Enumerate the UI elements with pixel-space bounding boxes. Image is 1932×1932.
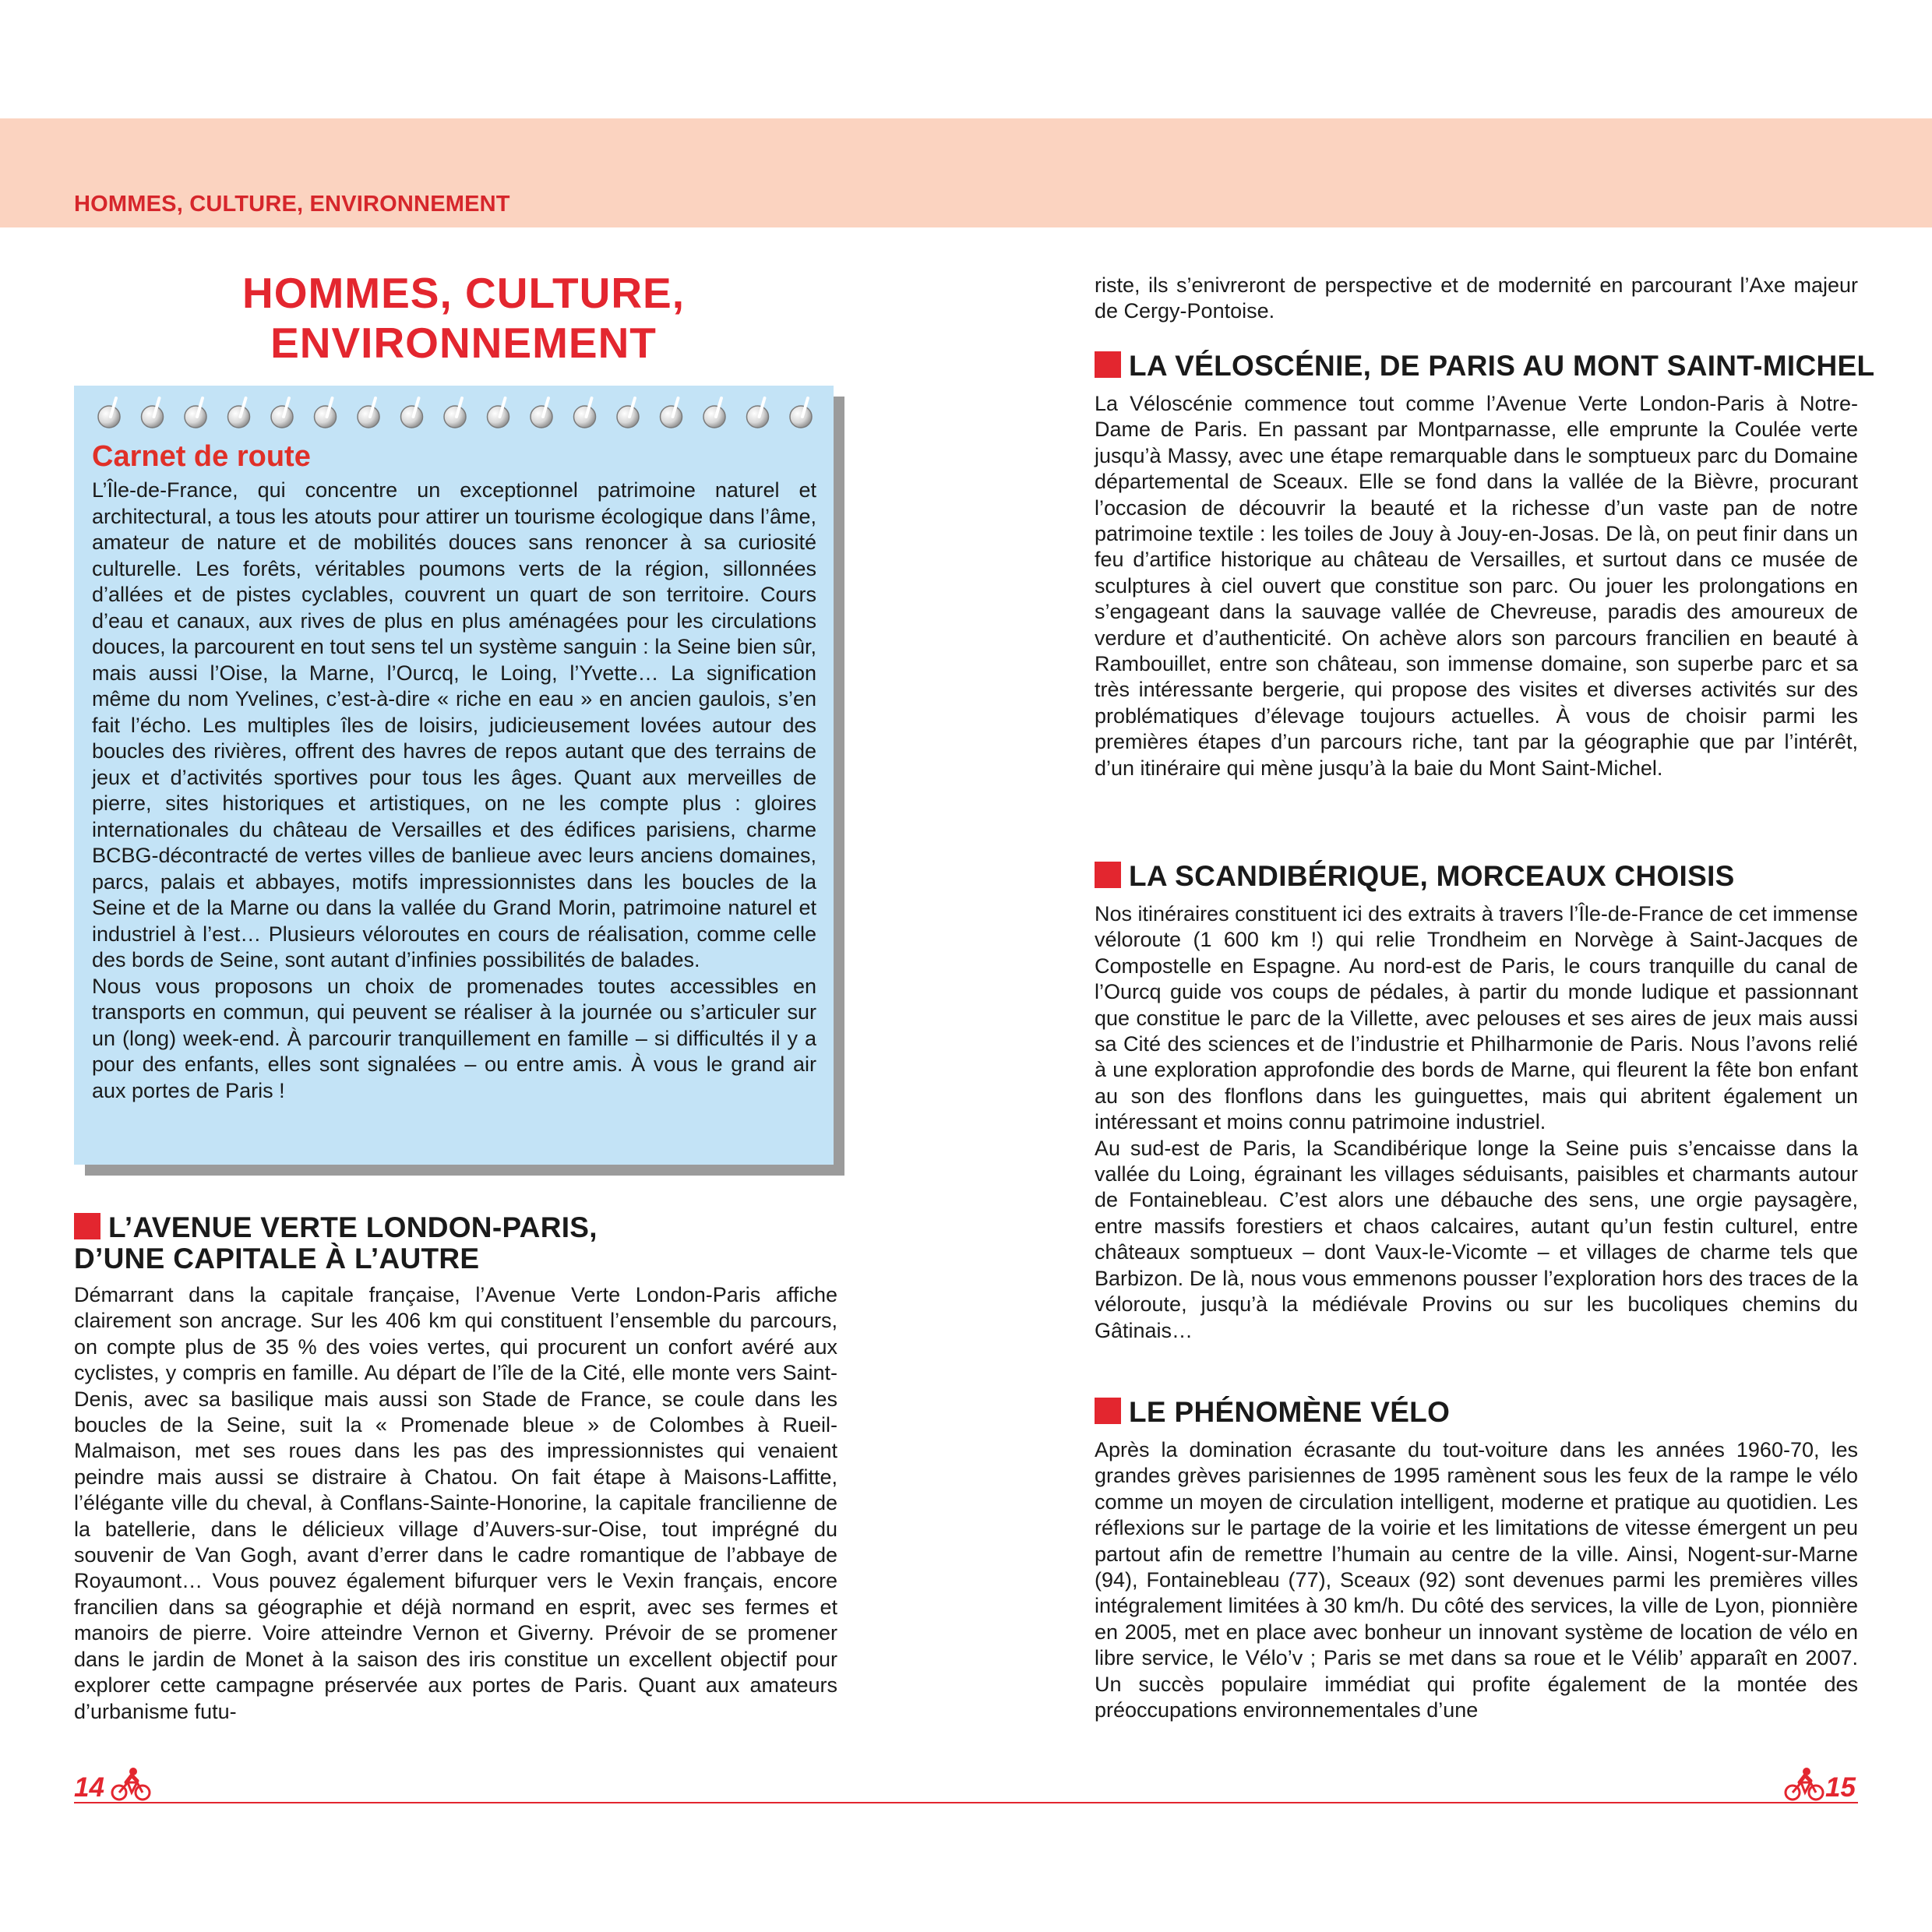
footer-rule bbox=[74, 1802, 1858, 1803]
phenomene-paragraph: Après la domination écrasante du tout-voiture dans les années 1960-70, les grandes grèves parisiennes de 1995 ramènent sous les feux de la rampe le vélo comme un moyen de circulation intelligent, moderne et pratique au quotidien. Les réflexions sur le partage de la voirie et les limitations de vitesse émergent un peu partout afin de remettre l’humain au centre de la ville. Ainsi, Nogent-sur-Marne (94), Fontainebleau (77), Sceaux (92) sont devenues parmi les premières villes intégralement limitées à 30 km/h. Du côté des services, la ville de Lyon, pionnière en 2005, met en place avec bonheur un innovant système de location de vélo en libre service, le Vélo’v ; Paris se met dans sa roue et le Vélib’ apparaît en 2007. Un succès populaire immédiat qui profite également de la montée des préoccupations environnementales d’une bbox=[1095, 1438, 1858, 1722]
veloscenie-body bbox=[1095, 391, 1858, 781]
phenomene-body bbox=[1095, 1437, 1858, 1723]
scandiberique-paragraph: Au sud-est de Paris, la Scandibérique longe la Seine puis s’encaisse dans la vallée du Loing, égrainant les villages séduisants, paisibles et charmants autour de Fontainebleau. C’est alors une débauche des sens, une orgie paysagère, entre massifs forestiers et chaos calcaires, autant qu’un festin culturel, entre châteaux somptueux – dont Vaux-le-Vicomte – et villages de charme tels que Barbizon. De là, nous vous emmenons pousser l’exploration hors des traces de la véloroute, jusqu’à la médiévale Provins ou sur les bucoliques chemins du Gâtinais… bbox=[1095, 1136, 1858, 1342]
avenue-verte-paragraph: Démarrant dans la capitale française, l’Avenue Verte London-Paris affiche clairement son ancrage. Sur les 406 km qui constituent l’ensemble du parcours, on compte plus de 35 % des voies vertes, qui procurent un confort avéré aux cyclistes, y compris en famille. Au départ de l’île de la Cité, elle monte vers Saint-Denis, avec sa basilique mais aussi son Stade de France, se coule dans les boucles de la Seine, suit la « Promenade bleue » de Colombes à Rueil-Malmaison, met ses roues dans les pas des impressionnistes qui venaient peindre mais aussi se distraire à Chatou. On fait étape à Maisons-Laffitte, l’élégante ville du cheval, à Conflans-Sainte-Honorine, la capitale francilienne de la batellerie, dans le délicieux village d’Auvers-sur-Oise, tout imprégné du souvenir de Van Gogh, avant d’errer dans le cadre romantique de l’abbaye de Royaumont… Vous pouvez également bifurquer vers le Vexin français, encore francilien dans sa géographie et déjà normand en esprit, avec ses fermes et manoirs de pierre. Voire atteindre Vernon et Giverny. Prévoir de se promener dans le jardin de Monet à la saison des iris constitue un excellent objectif pour explorer cette campagne préservée aux portes de Paris. Quant aux amateurs d’urbanisme futu- bbox=[74, 1283, 837, 1723]
avenue-verte-continued-paragraph: riste, ils s’enivreront de perspective et de modernité en parcourant l’Axe majeur de Cergy-Pontoise. bbox=[1095, 273, 1858, 323]
section-label: HOMMES, CULTURE, ENVIRONNEMENT bbox=[74, 192, 510, 217]
red-square-icon bbox=[1095, 1398, 1121, 1424]
veloscenie-title: LA VÉLOSCÉNIE, DE PARIS AU MONT SAINT-MICHEL bbox=[1129, 350, 1875, 382]
red-square-icon bbox=[1095, 351, 1121, 378]
carnet-note bbox=[74, 386, 834, 1165]
veloscenie-heading bbox=[1095, 351, 1874, 382]
phenomene-title: LE PHÉNOMÈNE VÉLO bbox=[1129, 1396, 1451, 1428]
avenue-verte-continued bbox=[1095, 273, 1858, 325]
avenue-verte-title-line1: L’AVENUE VERTE LONDON-PARIS, bbox=[108, 1211, 598, 1243]
scandiberique-title: LA SCANDIBÉRIQUE, MORCEAUX CHOISIS bbox=[1129, 860, 1735, 892]
cyclist-icon bbox=[111, 1767, 151, 1801]
red-square-icon bbox=[74, 1213, 100, 1239]
carnet-body bbox=[92, 478, 816, 1104]
avenue-verte-title-line2: D’UNE CAPITALE À L’AUTRE bbox=[74, 1243, 480, 1274]
phenomene-heading bbox=[1095, 1397, 1450, 1428]
page-title bbox=[74, 268, 853, 368]
avenue-verte-body bbox=[74, 1282, 837, 1725]
red-square-icon bbox=[1095, 862, 1121, 888]
avenue-verte-heading bbox=[74, 1212, 598, 1274]
veloscenie-paragraph: La Véloscénie commence tout comme l’Avenue Verte London-Paris à Notre-Dame de Paris. En passant par Montparnasse, elle emprunte la Coulée verte jusqu’à Massy, avec une étape remarquable dans le somptueux parc du Domaine départemental de Sceaux. Elle se fond dans la vallée de la Bièvre, procurant l’occasion de découvrir la beauté et la richesse d’un vaste pan de notre patrimoine textile : les toiles de Jouy à Jouy-en-Josas. De là, on peut finir dans un feu d’artifice historique au château de Versailles, et surtout dans ce musée de sculptures à ciel ouvert que constitue son parc. Ou jouer les prolongations en s’engageant dans la sauvage vallée de Chevreuse, paradis des amoureux de verdure et d’authenticité. On achève alors son parcours francilien en beauté à Rambouillet, entre son château, son immense domaine, son superbe parc et sa très intéressante bergerie, qui propose des visites et diverses activités sur des problématiques d’élevage toujours actuelles. À vous de choisir parmi les premières étapes d’un parcours riche, tant par la géographie que par l’intérêt, d’un itinéraire qui mène jusqu’à la baie du Mont Saint-Michel. bbox=[1095, 392, 1858, 780]
page-number-right: 15 bbox=[1825, 1772, 1856, 1803]
cyclist-icon bbox=[1784, 1767, 1824, 1801]
scandiberique-body bbox=[1095, 901, 1858, 1344]
spiral-rings bbox=[97, 395, 814, 434]
carnet-title: Carnet de route bbox=[92, 440, 311, 473]
carnet-paragraph: L’Île-de-France, qui concentre un exceptionnel patrimoine naturel et architectural, a tous les atouts pour attirer un tourisme écologique dans l’âme, amateur de nature et de mobilités douces sans renoncer à sa curiosité culturelle. Les forêts, véritables poumons verts de la région, sillonnées d’allées et de pistes cyclables, couvrent un quart de son territoire. Cours d’eau et canaux, aux rives de plus en plus aménagées pour les circulations douces, la parcourent en tout sens tel un système sanguin : la Seine bien sûr, mais aussi l’Oise, la Marne, l’Ourcq, le Loing, l’Yvette… La signification même du nom Yvelines, c’est-à-dire « riche en eau » en ancien gaulois, s’en fait l’écho. Les multiples îles de loisirs, judicieusement lovées autour des boucles des rivières, offrent des havres de repos autant que des terrains de jeux et d’activités sportives pour tous les âges. Quant aux merveilles de pierre, sites historiques et artistiques, on ne les compte plus : gloires internationales du château de Versailles et des édifices parisiens, charme BCBG-décontracté de vertes villes de banlieue avec leurs anciens domaines, parcs, palais et abbayes, motifs impressionnistes dans les boucles de la Seine et de la Marne ou dans la vallée du Grand Morin, patrimoine naturel et industriel à l’est… Plusieurs véloroutes en cours de réalisation, comme celle des bords de Seine, sont autant d’infinies possibilités de balades. bbox=[92, 478, 816, 971]
page-title-line2: ENVIRONNEMENT bbox=[270, 319, 657, 367]
page-title-line1: HOMMES, CULTURE, bbox=[242, 269, 685, 317]
page-number-left: 14 bbox=[74, 1772, 104, 1803]
scandiberique-paragraph: Nos itinéraires constituent ici des extraits à travers l’Île-de-France de cet immense véloroute (1 600 km !) qui relie Trondheim en Norvège à Saint-Jacques de Compostelle en Espagne. Au nord-est de Paris, le cours tranquille du canal de l’Ourcq guide vos coups de pédales, à partir du monde ludique et passionnant que constitue le parc de la Villette, avec pelouses et ses aires de jeux mais aussi sa Cité des sciences et de l’industrie et Philharmonie de Paris. Nous l’avons relié à une exploration approfondie des bords de Marne, qui fleurent la fête bon enfant au son des flonflons dans les guinguettes, mais qui abritent également un intéressant et moins connu patrimoine industriel. bbox=[1095, 902, 1858, 1134]
carnet-paragraph: Nous vous proposons un choix de promenades toutes accessibles en transports en commun, qui peuvent se réaliser à la journée ou s’articuler sur un (long) week-end. À parcourir tranquillement en famille – si difficultés il y a pour des enfants, elles sont signalées – ou entre amis. À vous le grand air aux portes de Paris ! bbox=[92, 974, 816, 1102]
scandiberique-heading bbox=[1095, 861, 1735, 892]
